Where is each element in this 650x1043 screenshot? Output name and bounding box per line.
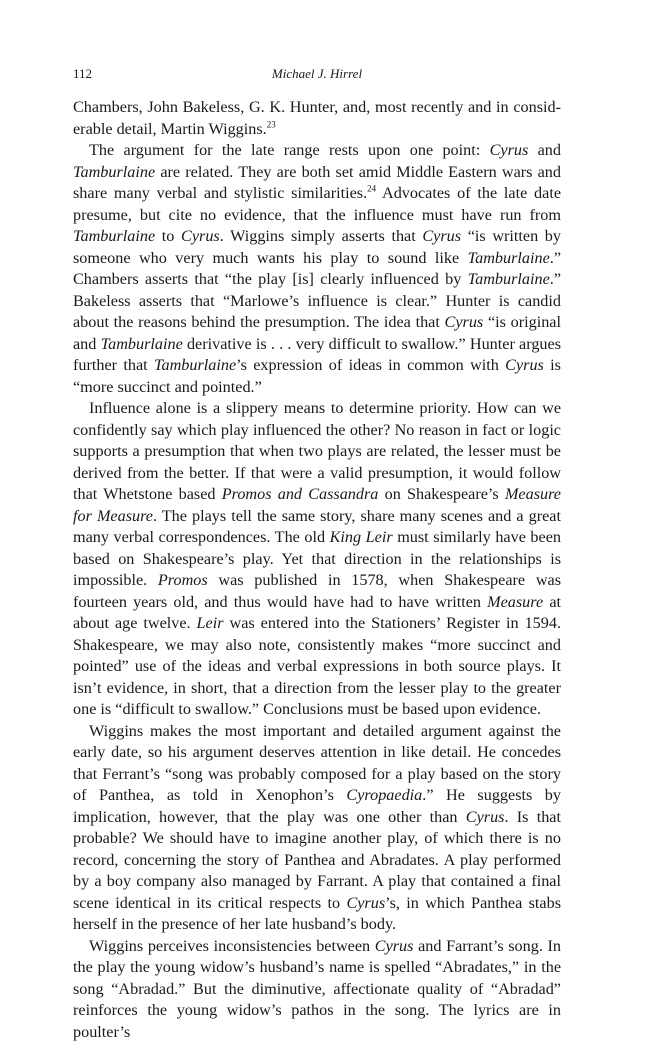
paragraph [73,140,561,398]
italic-title: Cyrus [422,227,461,245]
text-run: . Wiggins simply asserts that [220,227,423,245]
running-head: Michael J. Hirrel [73,66,561,82]
italic-title: Tamburlaine [154,356,236,374]
text-run: ’s expression of ideas in common with [236,356,505,374]
text-run: at about age twelve. [73,593,561,633]
text-run: is “more succinct and pointed.” [73,356,561,396]
text-run: and Farrant’s song. In the play the young widow’s husband’s name is spelled “Abradates,” in the song “Abradad.” But the diminutive, affectionate quality of “Abradad” reinforces the young widow’s pathos in the song. The lyrics are in poulter’s [73,937,561,1041]
text-run: Influence alone is a slippery means to determine priority. How can we confidently say which play influenced the other? No reason in fact or logic supports a presumption that when two plays are related, the lesser must be derived from the better. If that were a valid presumption, it would follow that Whetstone based [73,399,561,503]
footnote-marker: 23 [267,119,276,129]
text-run: to [155,227,181,245]
italic-title: Tamburlaine [468,249,550,267]
text-run: . Is that probable? We should have to imagine another play, of which there is no record, concerning the story of Panthea and Abradates. A play performed by a boy company also managed by Farrant. A play that contained a final scene identical in its critical respects to [73,808,561,912]
text-run: .” He suggests by implication, however, that the play was one other than [73,786,561,826]
text-run: must similarly have been based on Shakespeare’s play. Yet that direction in the relationships is impossible. [73,528,561,589]
italic-title: Cyrus [375,937,414,955]
body-text [73,97,561,1043]
italic-title: Cyrus [346,894,385,912]
text-run: on Shakespeare’s [378,485,505,503]
italic-title: Cyrus [466,808,505,826]
text-run: The argument for the late range rests upon one point: [89,141,490,159]
text-run: Chambers, John Bakeless, G. K. Hunter, and, most recently and in considerable detail, Martin Wiggins. [73,98,561,138]
italic-title: Measure for Measure [73,485,561,525]
italic-title: Cyropaedia [346,786,422,804]
paragraph [73,721,561,936]
text-run: was entered into the Stationers’ Register in 1594. Shakespeare, we may also note, consistently makes “more succinct and pointed” use of the ideas and verbal expressions in both source plays. It isn’t evidence, in short, that a direction from the lesser play to the greater one is “difficult to swallow.” Conclusions must be based upon evidence. [73,614,561,718]
text-run: are related. They are both set amid Middle Eastern wars and share many verbal and stylistic similarities. [73,163,561,203]
italic-title: Promos [158,571,208,589]
italic-title: Promos and Cassandra [222,485,379,503]
italic-title: Tamburlaine [468,270,550,288]
italic-title: Cyrus [505,356,544,374]
italic-title: Cyrus [445,313,484,331]
text-run: derivative is . . . very difficult to swallow.” Hunter argues further that [73,335,561,375]
text-run: Advocates of the late date presume, but cite no evidence, that the influence must have run from [73,184,561,224]
text-run: ’s, in which Panthea stabs herself in the presence of her late husband’s body. [73,894,561,934]
paragraph [73,398,561,721]
text-run: Wiggins perceives inconsistencies between [89,937,375,955]
italic-title: Leir [197,614,224,632]
text-run: “is original and [73,313,561,353]
italic-title: King Leir [330,528,393,546]
italic-title: Cyrus [181,227,220,245]
text-run: Wiggins makes the most important and detailed argument against the early date, so his argument deserves attention in like detail. He concedes that Ferrant’s “song was probably composed for a play based on the story of Panthea, as told in Xenophon’s [73,722,561,805]
italic-title: Measure [487,593,543,611]
footnote-marker: 24 [367,184,376,194]
italic-title: Tamburlaine [73,163,155,181]
text-run: and [528,141,561,159]
page-number: 112 [73,66,92,82]
text-run: was published in 1578, when Shakespeare was fourteen years old, and thus would have had to have written [73,571,561,611]
italic-title: Tamburlaine [101,335,183,353]
text-run: . The plays tell the same story, share many scenes and a great many verbal correspondences. The old [73,507,561,547]
paragraph [73,936,561,1043]
italic-title: Cyrus [490,141,529,159]
text-run: .” Chambers asserts that “the play [is] clearly influenced by [73,249,561,289]
paragraph [73,97,561,140]
italic-title: Tamburlaine [73,227,155,245]
text-run: .” Bakeless asserts that “Marlowe’s influence is clear.” Hunter is candid about the reasons behind the presumption. The idea that [73,270,561,331]
page-header [73,66,561,86]
text-run: “is written by someone who very much wants his play to sound like [73,227,561,267]
